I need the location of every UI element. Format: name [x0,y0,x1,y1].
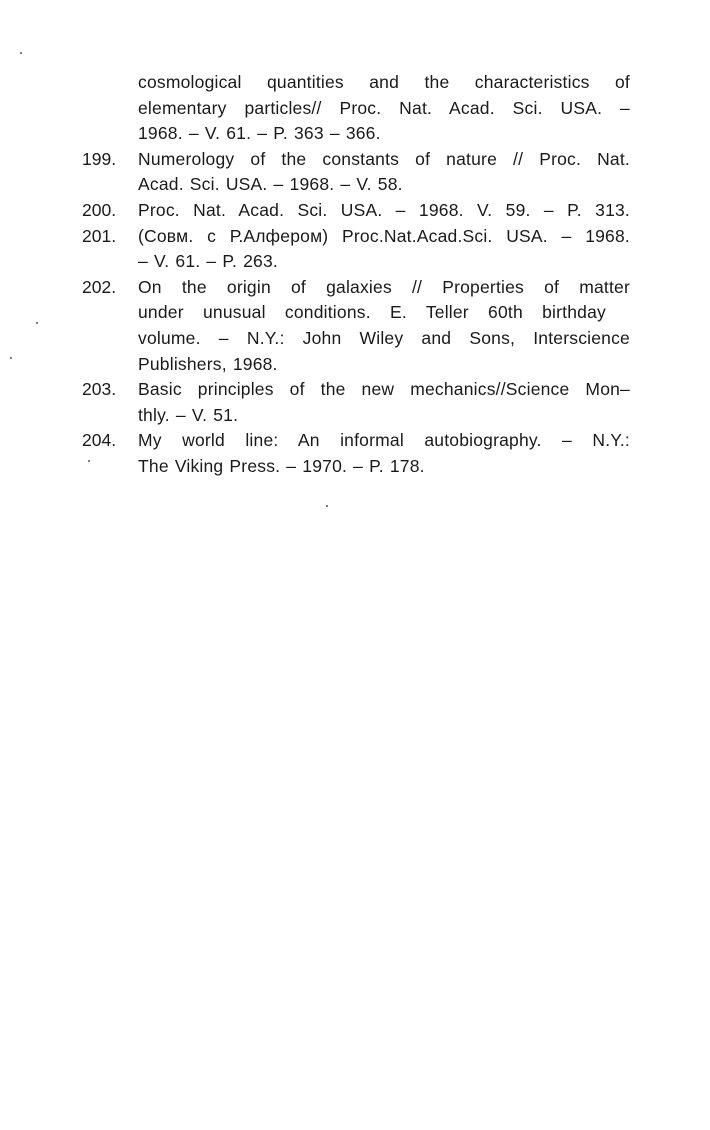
reference-line: Acad. Sci. USA. – 1968. – V. 58. [138,174,403,195]
reference-line: Basic principles of the new mechanics//Science Mon– [138,379,630,400]
reference-line: – V. 61. – P. 263. [138,251,278,272]
reference-text [138,198,630,224]
reference-line: under unusual conditions. E. Teller 60th birthday [138,302,606,323]
reference-entry-199 [82,147,630,198]
reference-number: 204. [82,430,117,451]
reference-number: 199. [82,148,117,169]
reference-line: volume. – N.Y.: John Wiley and Sons, Interscience [138,327,630,348]
reference-text [138,224,630,275]
scan-speck [10,357,12,359]
reference-text [138,275,630,377]
reference-line: (Совм. с Р.Алфером) Proc.Nat.Acad.Sci. USA. – 1968. [138,225,630,246]
scan-speck [326,505,328,507]
reference-text [138,70,630,147]
reference-number: 202. [82,276,117,297]
reference-number: 201. [82,225,117,246]
reference-line: On the origin of galaxies // Properties of matter [138,276,630,297]
reference-line: Publishers, 1968. [138,353,278,374]
reference-line: 1968. – V. 61. – P. 363 – 366. [138,123,381,144]
reference-entry-200 [82,198,630,224]
reference-number: 200. [82,199,117,220]
reference-line: My world line: An informal autobiography. – N.Y.: [138,430,630,451]
scan-speck [36,322,38,324]
reference-line: elementary particles// Proc. Nat. Acad. Sci. USA. – [138,97,630,118]
reference-entry-202 [82,275,630,377]
reference-number: 203. [82,379,117,400]
reference-entry-204 [82,428,630,479]
reference-list [82,70,630,480]
reference-entry-203 [82,377,630,428]
reference-entry-201 [82,224,630,275]
reference-line: thly. – V. 51. [138,404,239,425]
reference-text [138,147,630,198]
reference-line: cosmological quantities and the characteristics of [138,72,630,92]
reference-line: Numerology of the constants of nature // Proc. Nat. [138,148,630,169]
reference-line: The Viking Press. – 1970. – P. 178. [138,455,425,476]
scan-speck [20,52,22,54]
reference-line: Proc. Nat. Acad. Sci. USA. – 1968. V. 59. – P. 313. [138,199,630,220]
reference-text [138,428,630,479]
reference-text [138,377,630,428]
reference-continuation [82,70,630,147]
